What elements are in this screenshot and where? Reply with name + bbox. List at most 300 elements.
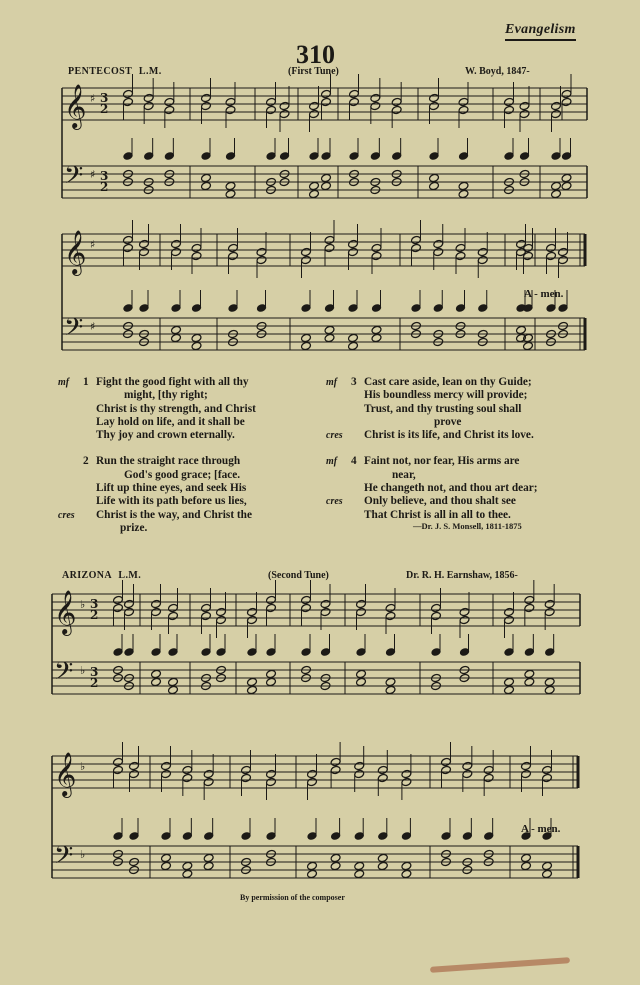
note-head bbox=[161, 769, 172, 778]
note-head bbox=[370, 101, 381, 110]
note-head bbox=[256, 247, 267, 256]
note-head bbox=[544, 607, 555, 616]
verse-line bbox=[326, 416, 596, 429]
note-head bbox=[455, 243, 466, 252]
note-head bbox=[504, 607, 515, 616]
verse-text: near, bbox=[392, 468, 416, 481]
verse-2 bbox=[58, 455, 328, 535]
note-head bbox=[433, 239, 444, 248]
note-head bbox=[266, 595, 277, 604]
note-head bbox=[321, 89, 332, 98]
tune1-name: PENTECOST bbox=[68, 66, 132, 77]
time-signature: 3 bbox=[100, 91, 109, 105]
verse-number: 1 bbox=[83, 376, 89, 388]
note-head bbox=[309, 181, 320, 190]
note-head bbox=[307, 869, 318, 878]
note-head bbox=[391, 105, 402, 114]
note-head bbox=[241, 765, 252, 774]
note-head bbox=[377, 853, 388, 862]
note-head bbox=[321, 97, 332, 106]
note-head bbox=[523, 251, 534, 260]
text-credit: —Dr. J. S. Monsell, 1811-1875 bbox=[413, 521, 522, 531]
note-head bbox=[266, 677, 277, 686]
note-head bbox=[401, 861, 412, 870]
note-head bbox=[301, 247, 312, 256]
note-head bbox=[171, 333, 182, 342]
note-head bbox=[182, 773, 193, 782]
verse-line bbox=[58, 416, 328, 429]
note-head bbox=[201, 611, 212, 620]
note-head bbox=[330, 765, 341, 774]
dynamic-mark: mf bbox=[326, 377, 338, 388]
note-head bbox=[354, 769, 365, 778]
note-head bbox=[307, 777, 318, 786]
flat-sign: ♭ bbox=[80, 664, 86, 677]
flat-sign: ♭ bbox=[80, 760, 86, 773]
note-head bbox=[143, 93, 154, 102]
note-head bbox=[266, 97, 277, 106]
note-head bbox=[348, 333, 359, 342]
flat-sign: ♭ bbox=[80, 598, 86, 611]
note-head bbox=[561, 181, 572, 190]
note-head bbox=[523, 341, 534, 350]
time-signature: 3 bbox=[100, 169, 109, 183]
tune2-meter: L.M. bbox=[118, 570, 142, 581]
note-head bbox=[349, 97, 360, 106]
note-head bbox=[301, 603, 312, 612]
verse-text: Lay hold on life, and it shall be bbox=[96, 415, 245, 428]
note-head bbox=[324, 235, 335, 244]
hymn-number: 310 bbox=[296, 40, 335, 69]
verses-right bbox=[326, 376, 596, 522]
note-head bbox=[504, 677, 515, 686]
note-head bbox=[279, 109, 290, 118]
sharp-sign: ♯ bbox=[90, 238, 96, 251]
note-head bbox=[191, 251, 202, 260]
verse-3 bbox=[326, 376, 596, 442]
verse-text: Christ is thy strength, and Christ bbox=[96, 402, 256, 415]
note-head bbox=[524, 603, 535, 612]
tune1-position: (First Tune) bbox=[288, 66, 339, 77]
note-head bbox=[441, 765, 452, 774]
note-head bbox=[161, 861, 172, 870]
note-head bbox=[113, 765, 124, 774]
note-head bbox=[477, 255, 488, 264]
bass-clef: 𝄢 bbox=[54, 841, 74, 876]
note-head bbox=[330, 861, 341, 870]
note-head bbox=[330, 757, 341, 766]
note-head bbox=[371, 243, 382, 252]
note-head bbox=[524, 595, 535, 604]
treble-clef: 𝄞 bbox=[64, 84, 87, 128]
note-head bbox=[201, 173, 212, 182]
note-head bbox=[161, 853, 172, 862]
note-head bbox=[523, 243, 534, 252]
note-head bbox=[524, 677, 535, 686]
note-head bbox=[561, 173, 572, 182]
note-head bbox=[542, 861, 553, 870]
note-head bbox=[168, 677, 179, 686]
verse-line bbox=[58, 509, 328, 522]
note-head bbox=[139, 247, 150, 256]
note-head bbox=[113, 757, 124, 766]
note-head bbox=[279, 101, 290, 110]
note-head bbox=[521, 853, 532, 862]
verse-line bbox=[326, 509, 596, 522]
note-head bbox=[542, 773, 553, 782]
note-head bbox=[542, 765, 553, 774]
note-head bbox=[301, 255, 312, 264]
dynamic-mark: cres bbox=[326, 430, 343, 442]
note-head bbox=[191, 341, 202, 350]
sharp-sign: ♯ bbox=[90, 320, 96, 333]
note-head bbox=[321, 181, 332, 190]
note-head bbox=[356, 599, 367, 608]
verse-4 bbox=[326, 455, 596, 521]
note-head bbox=[542, 869, 553, 878]
verse-line bbox=[326, 482, 596, 495]
verse-text: Only believe, and thou shalt see bbox=[364, 495, 516, 508]
verse-text: Cast care aside, lean on thy Guide; bbox=[364, 376, 532, 388]
note-head bbox=[401, 777, 412, 786]
verse-line bbox=[326, 495, 596, 508]
verse-line bbox=[58, 469, 328, 482]
time-signature: 3 bbox=[90, 597, 99, 611]
note-head bbox=[256, 255, 267, 264]
note-head bbox=[348, 247, 359, 256]
note-head bbox=[324, 325, 335, 334]
note-head bbox=[349, 89, 360, 98]
note-head bbox=[458, 105, 469, 114]
note-head bbox=[370, 93, 381, 102]
note-head bbox=[241, 773, 252, 782]
time-signature: 2 bbox=[100, 180, 109, 194]
note-head bbox=[462, 761, 473, 770]
note-head bbox=[139, 239, 150, 248]
time-signature: 3 bbox=[90, 665, 99, 679]
note-head bbox=[228, 251, 239, 260]
note-head bbox=[429, 93, 440, 102]
treble-clef: 𝄞 bbox=[54, 752, 77, 796]
note-head bbox=[458, 189, 469, 198]
note-head bbox=[247, 685, 258, 694]
verse-line bbox=[326, 376, 596, 389]
verse-line bbox=[326, 455, 596, 468]
note-head bbox=[309, 189, 320, 198]
note-head bbox=[455, 251, 466, 260]
note-head bbox=[411, 243, 422, 252]
note-head bbox=[247, 677, 258, 686]
note-head bbox=[266, 777, 277, 786]
note-head bbox=[516, 325, 527, 334]
note-head bbox=[266, 603, 277, 612]
bass-clef: 𝄢 bbox=[54, 657, 74, 692]
verse-line bbox=[58, 482, 328, 495]
note-head bbox=[354, 761, 365, 770]
note-head bbox=[168, 603, 179, 612]
note-head bbox=[546, 251, 557, 260]
note-head bbox=[307, 769, 318, 778]
section-title: Evangelism bbox=[505, 22, 576, 41]
tune2-position: (Second Tune) bbox=[268, 570, 329, 581]
note-head bbox=[324, 333, 335, 342]
note-head bbox=[356, 677, 367, 686]
note-head bbox=[459, 615, 470, 624]
note-head bbox=[320, 607, 331, 616]
note-head bbox=[143, 101, 154, 110]
tune2-composer: Dr. R. H. Earnshaw, 1856- bbox=[406, 570, 518, 581]
note-head bbox=[504, 685, 515, 694]
verse-line bbox=[58, 376, 328, 389]
sharp-sign: ♯ bbox=[90, 168, 96, 181]
note-head bbox=[441, 757, 452, 766]
sharp-sign: ♯ bbox=[90, 92, 96, 105]
note-head bbox=[203, 777, 214, 786]
note-head bbox=[516, 239, 527, 248]
note-head bbox=[504, 105, 515, 114]
note-head bbox=[521, 761, 532, 770]
note-head bbox=[168, 685, 179, 694]
note-head bbox=[348, 239, 359, 248]
note-head bbox=[309, 101, 320, 110]
verse-text: Thy joy and crown eternally. bbox=[96, 429, 235, 442]
verse-text: Faint not, nor fear, His arms are bbox=[364, 455, 520, 468]
note-head bbox=[544, 599, 555, 608]
treble-clef: 𝄞 bbox=[64, 230, 87, 274]
verse-line bbox=[58, 455, 328, 468]
dynamic-mark: cres bbox=[58, 509, 75, 521]
note-head bbox=[151, 669, 162, 678]
note-head bbox=[516, 247, 527, 256]
note-head bbox=[201, 101, 212, 110]
note-head bbox=[228, 243, 239, 252]
note-head bbox=[544, 685, 555, 694]
verse-text: He changeth not, and thou art dear; bbox=[364, 482, 538, 495]
verse-text: Christ is its life, and Christ its love. bbox=[364, 429, 534, 442]
note-head bbox=[504, 97, 515, 106]
verses-left bbox=[58, 376, 328, 535]
note-head bbox=[191, 243, 202, 252]
permission-note: By permission of the composer bbox=[240, 893, 345, 902]
note-head bbox=[247, 607, 258, 616]
verse-text: Life with its path before us lies, bbox=[96, 495, 247, 508]
note-head bbox=[201, 93, 212, 102]
note-head bbox=[551, 109, 562, 118]
note-head bbox=[519, 109, 530, 118]
note-head bbox=[124, 607, 135, 616]
note-head bbox=[171, 247, 182, 256]
note-head bbox=[171, 239, 182, 248]
note-head bbox=[356, 669, 367, 678]
note-head bbox=[123, 97, 134, 106]
note-head bbox=[431, 611, 442, 620]
note-head bbox=[551, 101, 562, 110]
note-head bbox=[483, 773, 494, 782]
verse-line bbox=[58, 389, 328, 402]
note-head bbox=[429, 101, 440, 110]
verse-text: prove bbox=[434, 415, 462, 428]
note-head bbox=[171, 325, 182, 334]
note-head bbox=[483, 765, 494, 774]
verse-line bbox=[326, 389, 596, 402]
note-head bbox=[182, 861, 193, 870]
note-head bbox=[371, 251, 382, 260]
note-head bbox=[266, 669, 277, 678]
verse-line bbox=[326, 469, 596, 482]
note-head bbox=[225, 97, 236, 106]
note-head bbox=[216, 615, 227, 624]
note-head bbox=[561, 89, 572, 98]
note-head bbox=[330, 853, 341, 862]
note-head bbox=[301, 595, 312, 604]
note-head bbox=[129, 769, 140, 778]
time-signature: 2 bbox=[90, 676, 99, 690]
verse-text: Lift up thine eyes, and seek His bbox=[96, 482, 247, 495]
note-head bbox=[225, 189, 236, 198]
note-head bbox=[321, 173, 332, 182]
verse-text: Fight the good fight with all thy bbox=[96, 376, 249, 388]
note-head bbox=[377, 773, 388, 782]
tune2-name: ARIZONA bbox=[62, 570, 112, 581]
verse-text: Run the straight race through bbox=[96, 455, 241, 468]
note-head bbox=[429, 181, 440, 190]
note-head bbox=[113, 595, 124, 604]
note-head bbox=[113, 603, 124, 612]
note-head bbox=[431, 603, 442, 612]
note-head bbox=[266, 769, 277, 778]
note-head bbox=[307, 861, 318, 870]
note-head bbox=[521, 861, 532, 870]
note-head bbox=[247, 615, 258, 624]
note-head bbox=[182, 869, 193, 878]
note-head bbox=[348, 341, 359, 350]
note-head bbox=[203, 861, 214, 870]
tune1-meter: L.M. bbox=[138, 66, 162, 77]
verse-number: 4 bbox=[351, 455, 357, 468]
note-head bbox=[521, 769, 532, 778]
note-head bbox=[544, 677, 555, 686]
note-head bbox=[377, 861, 388, 870]
note-head bbox=[391, 97, 402, 106]
note-head bbox=[371, 333, 382, 342]
note-head bbox=[266, 105, 277, 114]
note-head bbox=[354, 869, 365, 878]
tune1-amen: A - men. bbox=[524, 288, 564, 300]
verse-line bbox=[326, 403, 596, 416]
verse-text: Trust, and thy trusting soul shall bbox=[364, 402, 522, 415]
tune2-amen: A - men. bbox=[521, 823, 561, 835]
note-head bbox=[203, 769, 214, 778]
note-head bbox=[546, 243, 557, 252]
note-head bbox=[458, 181, 469, 190]
note-head bbox=[301, 341, 312, 350]
note-head bbox=[151, 599, 162, 608]
note-head bbox=[309, 109, 320, 118]
verse-line bbox=[58, 495, 328, 508]
dynamic-mark: cres bbox=[326, 496, 343, 508]
dynamic-mark: mf bbox=[326, 456, 338, 468]
bass-clef: 𝄢 bbox=[64, 161, 84, 196]
note-head bbox=[558, 247, 569, 256]
verse-number: 3 bbox=[351, 376, 357, 388]
verse-line bbox=[58, 403, 328, 416]
tune2-title bbox=[62, 570, 141, 581]
note-head bbox=[216, 607, 227, 616]
verse-text: That Christ is all in all to thee. bbox=[364, 508, 511, 521]
note-head bbox=[429, 173, 440, 182]
note-head bbox=[151, 607, 162, 616]
verse-1 bbox=[58, 376, 328, 442]
verse-text: might, [thy right; bbox=[124, 389, 208, 402]
note-head bbox=[519, 101, 530, 110]
tune1-composer: W. Boyd, 1847- bbox=[465, 66, 530, 77]
note-head bbox=[191, 333, 202, 342]
note-head bbox=[301, 333, 312, 342]
note-head bbox=[356, 607, 367, 616]
note-head bbox=[385, 677, 396, 686]
note-head bbox=[123, 89, 134, 98]
note-head bbox=[558, 255, 569, 264]
verse-line bbox=[326, 429, 596, 442]
note-head bbox=[225, 181, 236, 190]
verse-number: 2 bbox=[83, 455, 89, 468]
note-head bbox=[561, 97, 572, 106]
note-head bbox=[161, 761, 172, 770]
note-head bbox=[411, 235, 422, 244]
note-head bbox=[168, 611, 179, 620]
note-head bbox=[401, 769, 412, 778]
note-head bbox=[462, 769, 473, 778]
time-signature: 2 bbox=[90, 608, 99, 622]
note-head bbox=[124, 599, 135, 608]
note-head bbox=[182, 765, 193, 774]
note-head bbox=[324, 243, 335, 252]
verse-text: God's good grace; [face. bbox=[124, 468, 241, 481]
note-head bbox=[164, 97, 175, 106]
note-head bbox=[385, 685, 396, 694]
verse-text: His boundless mercy will provide; bbox=[364, 389, 528, 402]
note-head bbox=[201, 181, 212, 190]
note-head bbox=[433, 247, 444, 256]
note-head bbox=[401, 869, 412, 878]
note-head bbox=[123, 235, 134, 244]
note-head bbox=[151, 677, 162, 686]
verse-text: Christ is the way, and Christ the bbox=[96, 508, 252, 521]
dynamic-mark: mf bbox=[58, 377, 70, 388]
note-head bbox=[458, 97, 469, 106]
note-head bbox=[524, 669, 535, 678]
note-head bbox=[477, 247, 488, 256]
note-head bbox=[201, 603, 212, 612]
flat-sign: ♭ bbox=[80, 848, 86, 861]
note-head bbox=[123, 243, 134, 252]
note-head bbox=[371, 325, 382, 334]
note-head bbox=[385, 611, 396, 620]
note-head bbox=[385, 603, 396, 612]
note-head bbox=[164, 105, 175, 114]
note-head bbox=[377, 765, 388, 774]
bass-clef: 𝄢 bbox=[64, 313, 84, 348]
note-head bbox=[129, 761, 140, 770]
note-head bbox=[504, 615, 515, 624]
note-head bbox=[459, 607, 470, 616]
verse-line bbox=[58, 429, 328, 442]
treble-clef: 𝄞 bbox=[54, 590, 77, 634]
time-signature: 2 bbox=[100, 102, 109, 116]
note-head bbox=[551, 181, 562, 190]
note-head bbox=[551, 189, 562, 198]
note-head bbox=[320, 599, 331, 608]
